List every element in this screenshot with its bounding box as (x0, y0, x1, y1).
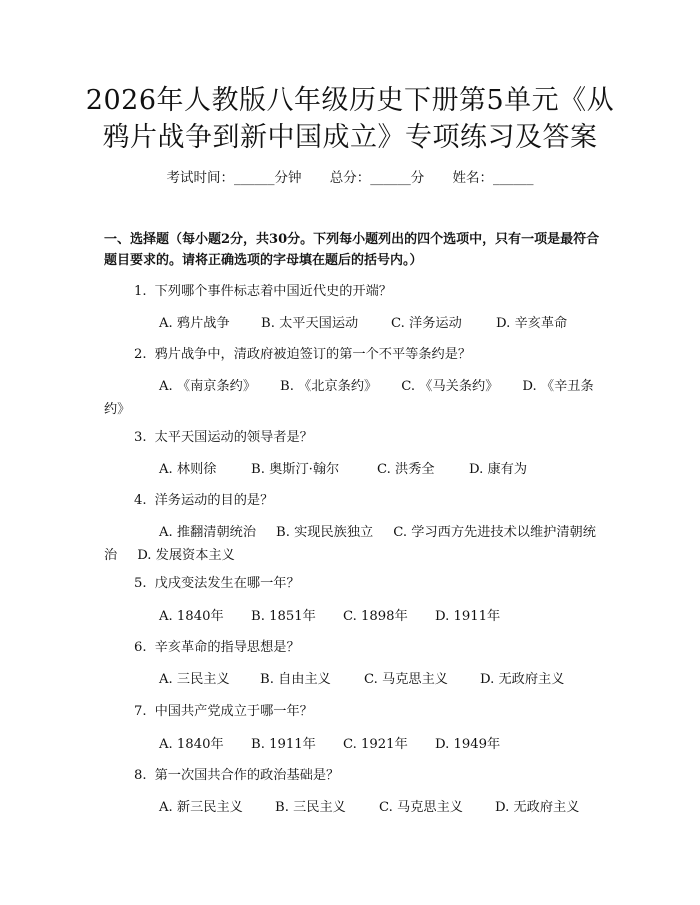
option-d: D. 辛亥革命 (496, 316, 568, 331)
question-8-options (159, 798, 619, 818)
question-6 (134, 638, 614, 658)
question-7-options (159, 735, 619, 755)
question-1 (134, 282, 614, 302)
option-d: D. 1911年 (435, 609, 501, 624)
question-1-options (159, 314, 619, 334)
option-c: C. 马克思主义 (379, 800, 463, 815)
option-d: D. 无政府主义 (495, 800, 580, 815)
question-2 (134, 345, 614, 365)
question-stem: 戊戌变法发生在哪一年？ (154, 576, 300, 591)
question-stem: 第一次国共合作的政治基础是？ (154, 768, 340, 783)
question-number: 8. (134, 768, 147, 783)
question-number: 3. (134, 430, 147, 445)
option-a: A. 鸦片战争 (159, 316, 230, 331)
total-score-field: 总分：______分 (329, 170, 425, 186)
option-a: A. 《南京条约》 (159, 379, 257, 394)
option-a: A. 新三民主义 (159, 800, 243, 815)
option-b: B. 太平天国运动 (261, 316, 359, 331)
question-2-options (104, 375, 598, 421)
question-stem: 辛亥革命的指导思想是？ (154, 640, 300, 655)
option-a: A. 1840年 (159, 737, 224, 752)
question-stem: 洋务运动的目的是？ (154, 493, 274, 508)
exam-meta-row (0, 168, 700, 188)
exam-title-line-1: 2026年人教版八年级历史下册第5单元《从 (85, 85, 615, 116)
exam-time-field: 考试时间：______分钟 (166, 170, 302, 186)
option-d: D. 1949年 (435, 737, 501, 752)
student-name-field: 姓名：______ (452, 170, 534, 186)
option-d: D. 《辛丑条约》 (104, 379, 594, 417)
option-c: C. 《马关条约》 (401, 379, 499, 394)
exam-title-line-2: 鸦片战争到新中国成立》专项练习及答案 (102, 122, 598, 153)
option-b: B. 实现民族独立 (276, 525, 374, 540)
question-8 (134, 766, 614, 786)
option-b: B. 1851年 (251, 609, 316, 624)
question-number: 2. (134, 347, 147, 362)
option-b: B. 1911年 (251, 737, 316, 752)
question-number: 7. (134, 704, 147, 719)
question-3-options (159, 460, 619, 480)
option-a: A. 推翻清朝统治 (159, 525, 257, 540)
option-d: D. 无政府主义 (480, 672, 565, 687)
question-3 (134, 428, 614, 448)
option-c: C. 马克思主义 (364, 672, 448, 687)
question-stem: 下列哪个事件标志着中国近代史的开端？ (154, 284, 392, 299)
question-stem: 太平天国运动的领导者是？ (154, 430, 313, 445)
question-4-options (104, 521, 598, 567)
option-c: C. 学习西方先进技术以维护清朝统治 (104, 525, 596, 563)
question-6-options (159, 670, 619, 690)
question-number: 6. (134, 640, 147, 655)
option-b: B. 自由主义 (260, 672, 331, 687)
question-number: 5. (134, 576, 147, 591)
option-d: D. 康有为 (469, 462, 528, 477)
option-a: A. 三民主义 (159, 672, 230, 687)
question-5-options (159, 607, 619, 627)
option-b: B. 奥斯汀·翰尔 (251, 462, 340, 477)
question-4 (134, 491, 614, 511)
option-a: A. 林则徐 (159, 462, 217, 477)
question-stem: 鸦片战争中，清政府被迫签订的第一个不平等条约是？ (154, 347, 472, 362)
option-b: B. 三民主义 (275, 800, 346, 815)
question-number: 4. (134, 493, 147, 508)
option-c: C. 1921年 (343, 737, 408, 752)
question-5 (134, 574, 614, 594)
option-c: C. 洪秀全 (377, 462, 435, 477)
question-stem: 中国共产党成立于哪一年？ (154, 704, 313, 719)
option-d: D. 发展资本主义 (137, 548, 235, 563)
option-c: C. 洋务运动 (391, 316, 462, 331)
option-c: C. 1898年 (343, 609, 408, 624)
question-7 (134, 702, 614, 722)
option-a: A. 1840年 (159, 609, 224, 624)
section-heading-choice: 一、选择题（每小题2分，共30分。下列每小题列出的四个选项中，只有一项是最符合题目要求的。请将正确选项的字母填在题后的括号内。） (104, 232, 600, 268)
question-number: 1. (134, 284, 147, 299)
option-b: B. 《北京条约》 (280, 379, 378, 394)
